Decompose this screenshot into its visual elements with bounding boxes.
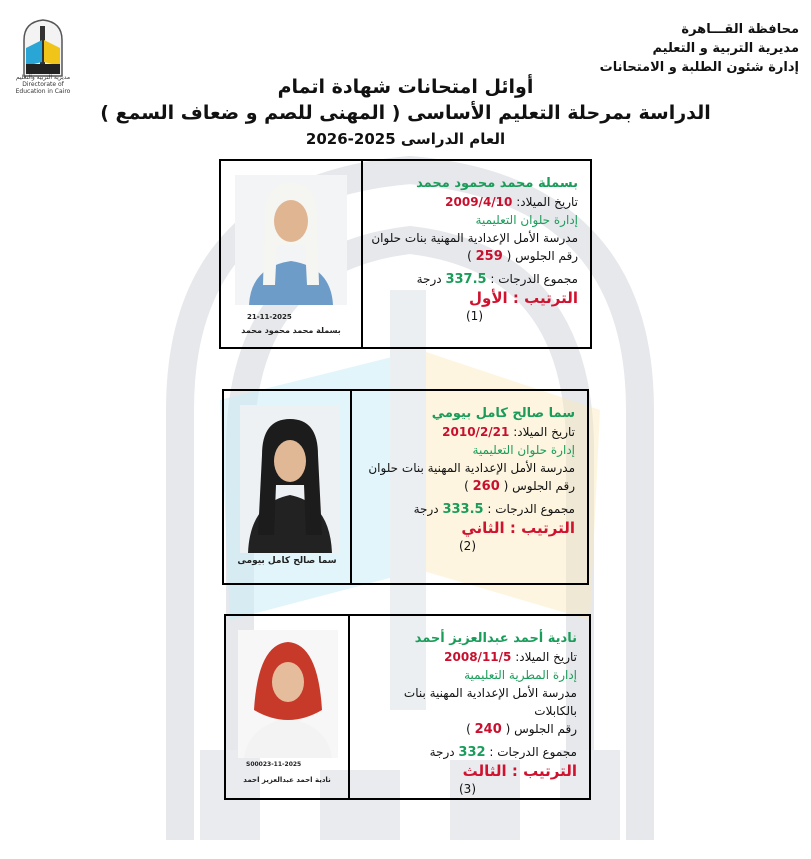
cairo-directorate-logo	[18, 18, 68, 78]
rank-1: الأول	[469, 289, 508, 307]
header-governorate: محافظة القـــاهرة	[681, 22, 799, 37]
rank-number-3: (3)	[458, 782, 476, 796]
header-affairs: إدارة شئون الطلبة و الامتحانات	[599, 60, 799, 75]
school-2: مدرسة الأمل الإعدادية المهنية بنات حلوان	[368, 461, 575, 475]
student-info-1	[363, 161, 590, 347]
page-subtitle: الدراسة بمرحلة التعليم الأساسى ( المهنى للصم و ضعاف السمع )	[100, 102, 711, 124]
student-info-2	[352, 391, 587, 583]
department-2: إدارة حلوان التعليمية	[472, 443, 575, 457]
birth-date-3: 2008/11/5	[444, 650, 512, 664]
student-card-3	[224, 614, 591, 800]
school-1: مدرسة الأمل الإعدادية المهنية بنات حلوان	[371, 231, 578, 245]
seat-label: رقم الجلوس (	[505, 722, 577, 736]
degree-label: درجة	[416, 272, 442, 286]
seat-number-1: 259	[475, 249, 503, 264]
page-title: أوائل امتحانات شهادة اتمام	[277, 76, 534, 98]
birth-date-1: 2009/4/10	[445, 195, 513, 209]
school-3: مدرسة الأمل الإعدادية المهنية بنات بالكابلات	[403, 686, 577, 718]
rank-label: الترتيب :	[512, 289, 578, 307]
rank-2: الثاني	[461, 519, 505, 537]
student-card-1	[219, 159, 592, 349]
degree-label: درجة	[413, 502, 439, 516]
student-name-2: سما صالح كامل بيومي	[431, 406, 575, 421]
rank-3: الثالث	[462, 762, 507, 780]
rank-number-2: (2)	[458, 539, 476, 553]
photo-caption-1: بسملة محمد محمود محمد	[241, 326, 341, 335]
total-label: مجموع الدرجات :	[487, 502, 575, 516]
header-authority	[600, 20, 799, 77]
photo-date-3: S00023-11-2025	[246, 761, 302, 768]
student-portrait-icon	[240, 405, 340, 553]
rank-label: الترتيب :	[511, 762, 577, 780]
total-score-1: 337.5	[445, 272, 487, 287]
seat-number-2: 260	[472, 479, 500, 494]
photo-date-1: 21-11-2025	[247, 313, 292, 321]
total-label: مجموع الدرجات :	[490, 272, 578, 286]
photo-caption-2: سما صالح كامل بيومى	[237, 556, 337, 566]
birth-date-2: 2010/2/21	[442, 425, 510, 439]
seat-suffix: )	[464, 479, 469, 493]
seat-suffix: )	[466, 722, 471, 736]
student-portrait-icon	[238, 630, 338, 758]
birth-label: تاريخ الميلاد:	[516, 195, 578, 209]
student-card-2	[222, 389, 589, 585]
total-label: مجموع الدرجات :	[489, 745, 577, 759]
photo-caption-3: نادية احمد عبدالعزيز احمد	[243, 776, 331, 784]
seat-label: رقم الجلوس (	[503, 479, 575, 493]
seat-label: رقم الجلوس (	[506, 249, 578, 263]
department-3: إدارة المطرية التعليمية	[464, 668, 577, 682]
student-photo-1	[235, 175, 347, 305]
logo-caption-en: Directorate of Education in Cairo	[15, 81, 71, 95]
seat-number-3: 240	[474, 722, 502, 737]
student-portrait-icon	[235, 175, 347, 305]
rank-number-1: (1)	[465, 309, 483, 323]
academic-year: العام الدراسى 2025-2026	[305, 130, 506, 148]
birth-label: تاريخ الميلاد:	[513, 425, 575, 439]
student-info-3	[350, 616, 589, 798]
birth-label: تاريخ الميلاد:	[515, 650, 577, 664]
rank-label: الترتيب :	[509, 519, 575, 537]
department-1: إدارة حلوان التعليمية	[475, 213, 578, 227]
header-directorate: مديرية التربية و التعليم	[652, 41, 799, 56]
student-photo-3	[238, 630, 338, 758]
seat-suffix: )	[467, 249, 472, 263]
total-score-3: 332	[458, 745, 486, 760]
total-score-2: 333.5	[442, 502, 484, 517]
student-photo-2	[240, 405, 340, 553]
student-name-1: بسملة محمد محمود محمد	[416, 176, 578, 191]
degree-label: درجة	[429, 745, 455, 759]
logo-caption-ar: مديرية التربية والتعليم	[15, 74, 71, 81]
student-name-3: نادية أحمد عبدالعزيز أحمد	[414, 631, 577, 646]
